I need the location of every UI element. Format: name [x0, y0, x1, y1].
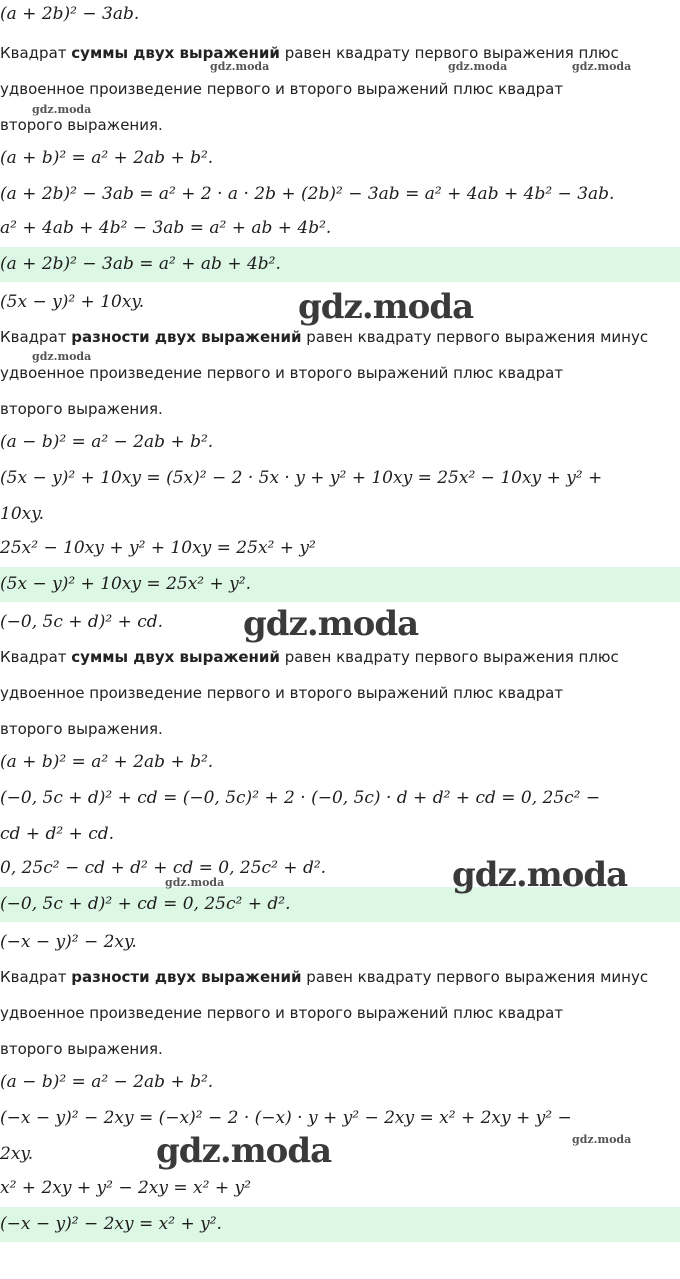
solution-step: (−x − y)² − 2xy = (−x)² − 2 · (−x) · y + y² − 2xy = x² + 2xy + y² − [0, 1108, 572, 1128]
solution-step: (5x − y)² + 10xy = (5x)² − 2 · 5x · y + y² + 10xy = 25x² − 10xy + y² + [0, 468, 603, 488]
answer: (a + 2b)² − 3ab = a² + ab + 4b². [0, 254, 281, 274]
formula: (a + b)² = a² + 2ab + b². [0, 148, 214, 168]
rule-line: второго выражения. [0, 400, 163, 418]
rule-line [0, 968, 680, 986]
watermark: gdz.moda [210, 60, 270, 73]
watermark: gdz.moda [448, 60, 508, 73]
rule-bold: суммы двух выражений [71, 648, 280, 666]
rule-line: второго выражения. [0, 720, 163, 738]
rule-line: удвоенное произведение первого и второго выражений плюс квадрат [0, 364, 564, 382]
problem-expression: (−0, 5c + d)² + cd. [0, 612, 164, 632]
rule-line [0, 648, 680, 666]
solution-step: a² + 4ab + 4b² − 3ab = a² + ab + 4b². [0, 218, 332, 238]
problem-expression: (5x − y)² + 10xy. [0, 292, 145, 312]
solution-step: (−0, 5c + d)² + cd = (−0, 5c)² + 2 · (−0, 5c) · d + d² + cd = 0, 25c² − [0, 788, 601, 808]
watermark: gdz.moda [32, 350, 92, 363]
solution-step: cd + d² + cd. [0, 824, 115, 844]
watermark: gdz.moda [572, 1133, 632, 1146]
answer: (5x − y)² + 10xy = 25x² + y². [0, 574, 251, 594]
rule-bold: суммы двух выражений [71, 44, 280, 62]
rule-text: Квадрат [0, 328, 72, 346]
solution-step: 10xy. [0, 504, 44, 524]
rule-line: второго выражения. [0, 116, 163, 134]
rule-text: Квадрат [0, 44, 72, 62]
rule-line [0, 328, 680, 346]
solution-step: 25x² − 10xy + y² + 10xy = 25x² + y² [0, 538, 316, 558]
rule-text: Квадрат [0, 968, 72, 986]
problem-expression: (a + 2b)² − 3ab. [0, 4, 140, 24]
answer: (−0, 5c + d)² + cd = 0, 25c² + d². [0, 894, 291, 914]
solution-step: 0, 25c² − cd + d² + cd = 0, 25c² + d². [0, 858, 327, 878]
solution-step: x² + 2xy + y² − 2xy = x² + y² [0, 1178, 251, 1198]
watermark: gdz.moda [32, 103, 92, 116]
problem-expression: (−x − y)² − 2xy. [0, 932, 137, 952]
watermark-large: gdz.moda [452, 855, 628, 895]
solution-step: 2xy. [0, 1144, 34, 1164]
rule-bold: разности двух выражений [71, 328, 302, 346]
solution-step: (a + 2b)² − 3ab = a² + 2 · a · 2b + (2b)² − 3ab = a² + 4ab + 4b² − 3ab. [0, 184, 615, 204]
watermark: gdz.moda [165, 876, 225, 889]
watermark-large: gdz.moda [156, 1131, 332, 1171]
rule-text: равен квадрату первого выражения минус [301, 968, 649, 986]
rule-text: равен квадрату первого выражения минус [301, 328, 649, 346]
rule-text: равен квадрату первого выражения плюс [279, 44, 619, 62]
rule-text: равен квадрату первого выражения плюс [279, 648, 619, 666]
formula: (a − b)² = a² − 2ab + b². [0, 1072, 214, 1092]
answer: (−x − y)² − 2xy = x² + y². [0, 1214, 222, 1234]
watermark-large: gdz.moda [243, 604, 419, 644]
formula: (a − b)² = a² − 2ab + b². [0, 432, 214, 452]
rule-line: удвоенное произведение первого и второго выражений плюс квадрат [0, 80, 564, 98]
watermark-large: gdz.moda [298, 287, 474, 327]
rule-line: удвоенное произведение первого и второго выражений плюс квадрат [0, 1004, 564, 1022]
rule-line: второго выражения. [0, 1040, 163, 1058]
formula: (a + b)² = a² + 2ab + b². [0, 752, 214, 772]
rule-line: удвоенное произведение первого и второго выражений плюс квадрат [0, 684, 564, 702]
rule-bold: разности двух выражений [71, 968, 302, 986]
watermark: gdz.moda [572, 60, 632, 73]
rule-text: Квадрат [0, 648, 72, 666]
